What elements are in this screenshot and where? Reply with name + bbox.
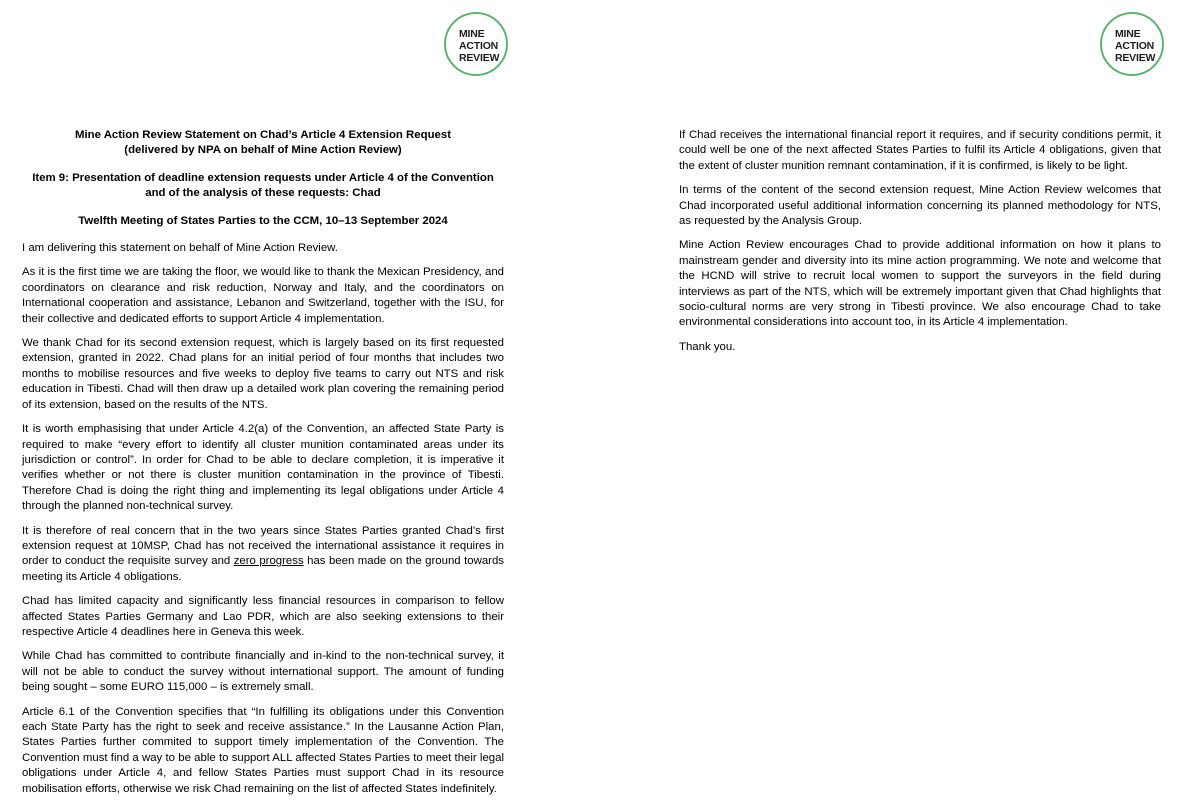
page-right	[600, 0, 1200, 810]
paragraph: We thank Chad for its second extension request, which is largely based on its first requested extension, granted in 2022. Chad plans for an initial period of four months that includes two months to mobilise resources and five weeks to deploy five teams to carry out NTS and risk education in Tibesti. Chad will then draw up a detailed work plan covering the remaining period of its extension, based on the results of the NTS.	[22, 337, 504, 411]
paragraph: I am delivering this statement on behalf of Mine Action Review.	[22, 242, 338, 255]
logo-text	[1115, 28, 1155, 64]
paragraph: Chad has limited capacity and significantly less financial resources in comparison to fellow affected States Parties Germany and Lao PDR, which are also seeking extensions to their respective Article 4 deadlines here in Geneva this week.	[22, 595, 504, 638]
mine-action-review-logo	[1100, 12, 1164, 76]
mine-action-review-logo	[444, 12, 508, 76]
text-run: It is therefore of real concern that in the two years since States Parties granted Chad’s first extension request at 10MSP, Chad has not received the international assistance it requires in order to conduct the requisite survey and	[22, 524, 504, 568]
paragraph: While Chad has committed to contribute financially and in-kind to the non-technical survey, it will not be able to conduct the survey without international support. The amount of funding being sought – some EURO 115,000 – is extremely small.	[22, 650, 504, 694]
paragraph-zero-progress	[22, 524, 504, 586]
logo-line-3: REVIEW	[1115, 52, 1156, 64]
left-column	[22, 128, 504, 806]
logo-line-1: MINE	[459, 28, 485, 40]
right-column	[679, 128, 1161, 364]
logo-line-2: ACTION	[1115, 40, 1155, 52]
meeting-heading: Twelfth Meeting of States Parties to the CCM, 10–13 September 2024	[78, 214, 448, 227]
paragraph: As it is the first time we are taking the floor, we would like to thank the Mexican Presidency, and coordinators on clearance and risk reduction, Norway and Italy, and the coordinators on International cooperation and assistance, Lebanon and Switzerland, together with the ISU, for their collective and dedicated efforts to support Article 4 implementation.	[22, 266, 504, 325]
logo-text	[459, 28, 499, 64]
paragraph: It is worth emphasising that under Article 4.2(a) of the Convention, an affected State Party is required to make “every effort to identify all cluster munition contaminated areas under its jurisdiction or control”. In order for Chad to be able to declare completion, it is imperative it verifies whether or not there is cluster munition contamination in the province of Tibesti. Therefore Chad is doing the right thing and implementing its legal obligations under Article 4 through the planned non-technical survey.	[22, 423, 504, 513]
paragraph: Article 6.1 of the Convention specifies that “In fulfilling its obligations under this Convention each State Party has the right to seek and receive assistance.” In the Lausanne Action Plan, States Parties further commited to support timely implementation of the Convention. The Convention must find a way to be able to support ALL affected States Parties to meet their legal obligations under Article 4, and fellow States Parties must support Chad in its resource mobilisation efforts, otherwise we risk Chad remaining on the list of affected States indefinitely.	[22, 705, 504, 795]
text-run: has been made on the ground towards meeting its Article 4 obligations.	[22, 555, 504, 583]
paragraph: If Chad receives the international financial report it requires, and if security conditions permit, it could well be one of the next affected States Parties to fulfil its Article 4 obligations, given that the extent of cluster munition remnant contamination, if it is confirmed, is likely to be light.	[679, 129, 1161, 172]
logo-line-2: ACTION	[459, 40, 499, 52]
statement-title: Mine Action Review Statement on Chad’s Article 4 Extension Request	[75, 129, 451, 141]
paragraph: Mine Action Review encourages Chad to provide additional information on how it plans to mainstream gender and diversity into its mine action programming. We note and welcome that the HCND will strive to recruit local women to support the surveyors in the field during interviews as part of the NTS, which will be extremely important given that Chad highlights that socio-cultural norms are very strong in Tibesti province. We also encourage Chad to take environmental considerations into account too, in its Article 4 implementation.	[679, 239, 1161, 329]
logo-line-1: MINE	[1115, 28, 1141, 40]
paragraph: In terms of the content of the second extension request, Mine Action Review welcomes that Chad incorporated useful additional information concerning its planned methodology for NTS, as requested by the Analysis Group.	[679, 184, 1161, 228]
underlined-text: zero progress	[233, 555, 304, 568]
logo-line-3: REVIEW	[459, 52, 500, 64]
closing-thanks: Thank you.	[679, 340, 736, 353]
agenda-item-heading: Item 9: Presentation of deadline extension requests under Article 4 of the Convention and of the analysis of these requests: Chad	[32, 171, 494, 200]
statement-subtitle: (delivered by NPA on behalf of Mine Action Review)	[124, 144, 402, 157]
